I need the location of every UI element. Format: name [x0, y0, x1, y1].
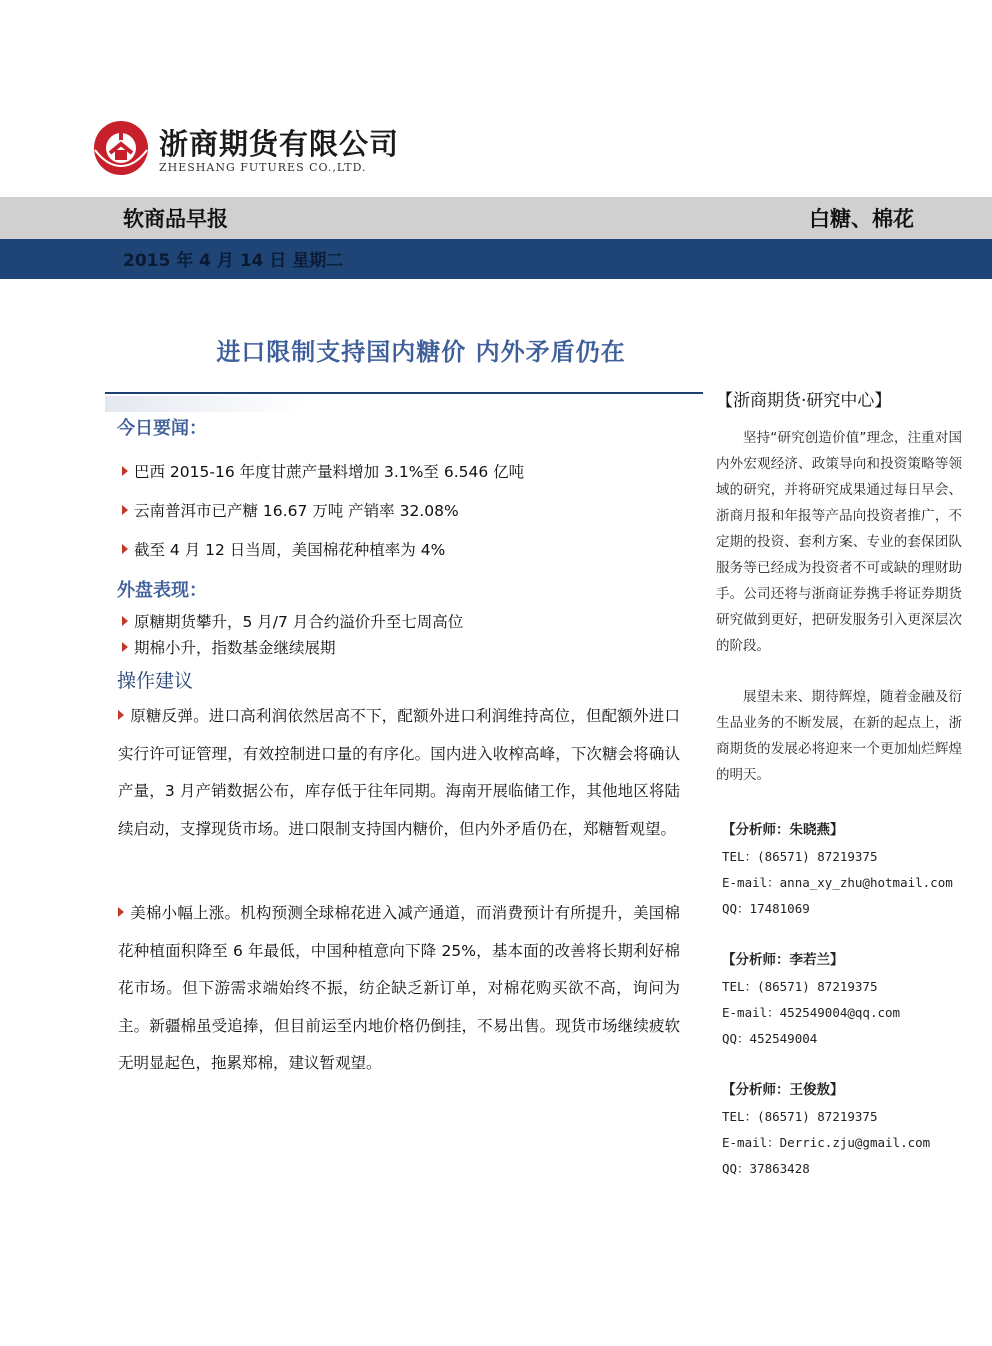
company-logo-icon [93, 120, 149, 176]
report-headline: 进口限制支持国内糖价 内外矛盾仍在 [216, 338, 626, 366]
list-item [122, 636, 336, 658]
divider-shadow [105, 396, 305, 412]
bullet-arrow-icon [122, 616, 128, 626]
analyst-qq: QQ：37863428 [722, 1161, 810, 1176]
advice-text-sugar: 原糖反弹。进口高利润依然居高不下，配额外进口利润维持高位，但配额外进口实行许可证管理，有效控制进口量的有序化。国内进入收榨高峰，下次糖会将确认产量，3 月产销数据公布，库存低于往年同期。海南开展临储工作，其他地区将陆续启动，支撑现货市场。进口限制支持国内糖价，但内外矛盾仍在，郑糖暂观望。 [118, 707, 680, 838]
list-item [122, 610, 463, 632]
section-title-today: 今日要闻： [117, 418, 207, 439]
analyst-heading: 【分析师：王俊敖】 [722, 1082, 844, 1098]
list-item [122, 460, 524, 482]
bullet-arrow-icon [122, 466, 128, 476]
company-name-en: ZHESHANG FUTURES CO.,LTD. [159, 161, 367, 174]
advice-paragraph-cotton [118, 895, 680, 1083]
sidebar-title: 【浙商期货·研究中心】 [716, 391, 892, 411]
analyst-qq: QQ：452549004 [722, 1031, 818, 1046]
bullet-arrow-icon [118, 710, 124, 720]
sidebar-intro-1: 坚持“研究创造价值”理念，注重对国内外宏观经济、政策导向和投资策略等领域的研究，并将研究成果通过每日早会、浙商月报和年报等产品向投资者推广，不定期的投资、套利方案、专业的套保团队服务等已经成为投资者不可或缺的理财助手。公司还将与浙商证券携手将证券期货研究做到更好，把研发服务引入更深层次的阶段。 [716, 430, 962, 654]
advice-paragraph-sugar [118, 698, 680, 848]
report-header-bar [0, 197, 992, 239]
bullet-arrow-icon [122, 544, 128, 554]
report-date: 2015 年 4 月 14 日 星期二 [123, 251, 344, 271]
company-logo [93, 120, 400, 184]
analyst-qq: QQ：17481069 [722, 901, 810, 916]
analyst-email[interactable]: E-mail：452549004@qq.com [722, 1005, 901, 1020]
bullet-arrow-icon [122, 505, 128, 515]
headline-divider [105, 392, 703, 394]
report-date-bar [0, 239, 992, 279]
report-type: 软商品早报 [123, 207, 228, 231]
bullet-arrow-icon [122, 642, 128, 652]
list-item [122, 538, 445, 560]
report-products: 白糖、棉花 [809, 207, 914, 231]
overseas-item-2: 期棉小升，指数基金继续展期 [134, 639, 336, 657]
analyst-heading: 【分析师：朱晓燕】 [722, 822, 844, 838]
section-title-overseas: 外盘表现： [117, 580, 207, 601]
today-item-1: 巴西 2015-16 年度甘蔗产量料增加 3.1%至 6.546 亿吨 [134, 463, 525, 481]
analyst-heading: 【分析师：李若兰】 [722, 952, 844, 968]
analyst-tel: TEL：(86571) 87219375 [722, 1109, 878, 1124]
company-name-cn: 浙商期货有限公司 [159, 127, 400, 161]
advice-text-cotton: 美棉小幅上涨。机构预测全球棉花进入减产通道，而消费预计有所提升，美国棉花种植面积降至 6 年最低，中国种植意向下降 25%，基本面的改善将长期利好棉花市场。但下游需求端始终不振，纺企缺乏新订单，对棉花购买欲不高，询问为主。新疆棉虽受追捧，但目前运至内地价格仍倒挂，不易出售。现货市场继续疲软无明显起色，拖累郑棉，建议暂观望。 [118, 904, 680, 1072]
analyst-card [722, 818, 953, 922]
section-title-advice: 操作建议 [117, 670, 194, 692]
analyst-card [722, 1078, 930, 1182]
list-item [122, 499, 459, 521]
analyst-tel: TEL：(86571) 87219375 [722, 849, 878, 864]
bullet-arrow-icon [118, 907, 124, 917]
analyst-tel: TEL：(86571) 87219375 [722, 979, 878, 994]
analyst-email[interactable]: E-mail：anna_xy_zhu@hotmail.com [722, 875, 953, 890]
analyst-card [722, 948, 900, 1052]
today-item-3: 截至 4 月 12 日当周，美国棉花种植率为 4% [134, 541, 446, 559]
sidebar-intro-2: 展望未来、期待辉煌，随着金融及衍生品业务的不断发展，在新的起点上，浙商期货的发展必将迎来一个更加灿烂辉煌的明天。 [716, 689, 962, 783]
analyst-email[interactable]: E-mail：Derric.zju@gmail.com [722, 1135, 931, 1150]
overseas-item-1: 原糖期货攀升，5 月/7 月合约溢价升至七周高位 [134, 613, 464, 631]
today-item-2: 云南普洱市已产糖 16.67 万吨 产销率 32.08% [134, 502, 459, 520]
